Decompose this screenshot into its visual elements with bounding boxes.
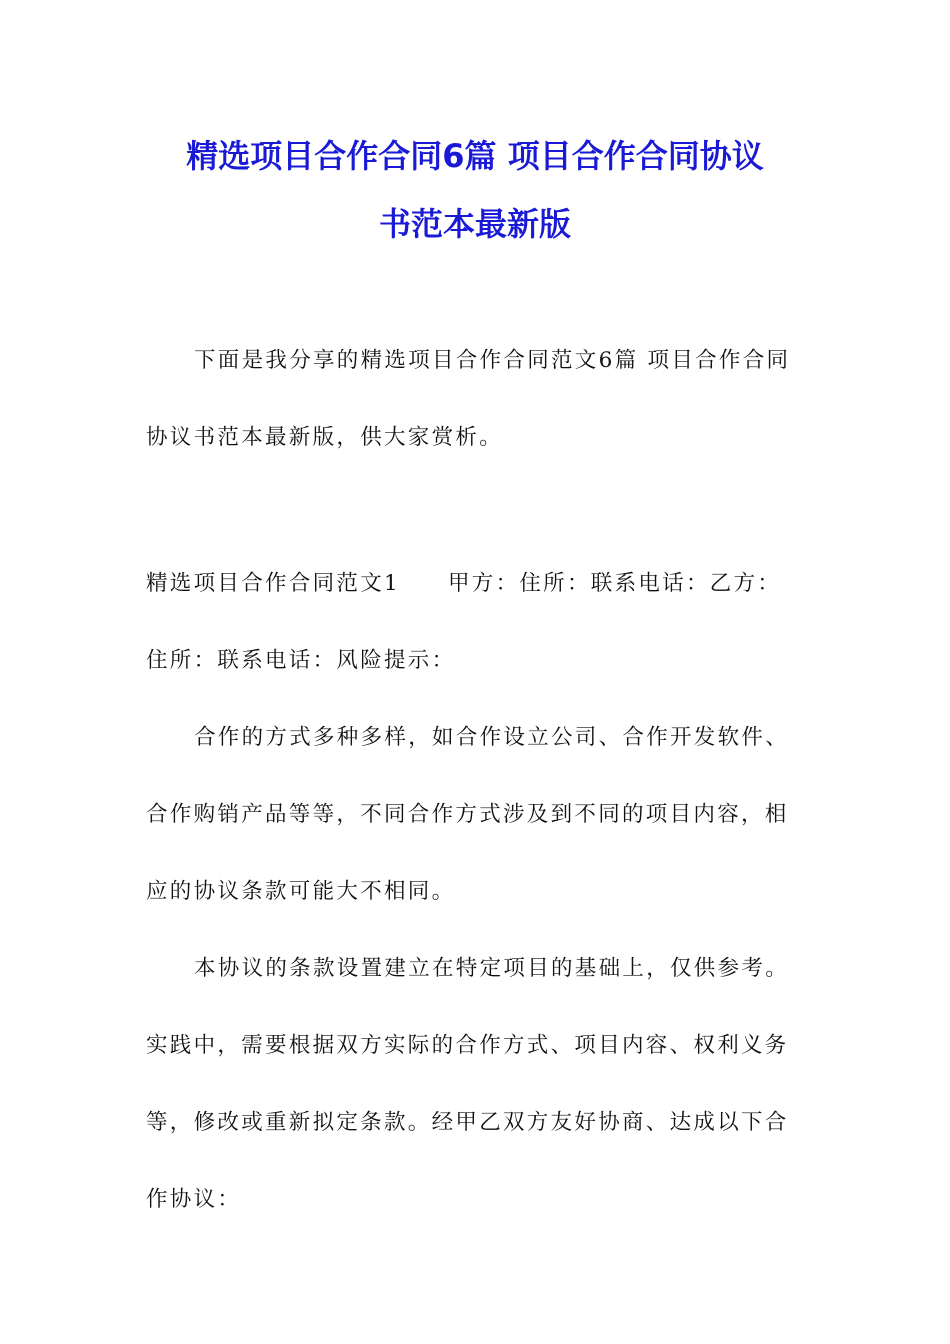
intro-line-1: 下面是我分享的精选项目合作合同范文6篇 项目合作合同 xyxy=(194,348,791,373)
section-1-parties-part2: 住所：联系电话：风险提示： xyxy=(146,648,456,673)
p2-line-1: 本协议的条款设置建立在特定项目的基础上，仅供参考。 xyxy=(194,956,790,981)
section-1-first-line xyxy=(146,545,806,622)
intro-line-2: 协议书范本最新版，供大家赏析。 xyxy=(146,425,504,450)
document-title xyxy=(100,122,850,258)
section-1-heading: 精选项目合作合同范文1 xyxy=(146,571,400,596)
title-line-1: 精选项目合作合同6篇 项目合作合同协议 xyxy=(186,137,764,175)
p2-line-2: 实践中，需要根据双方实际的合作方式、项目内容、权利义务 xyxy=(146,1033,789,1058)
p1-line-3: 应的协议条款可能大不相同。 xyxy=(146,879,456,904)
p1-line-1: 合作的方式多种多样，如合作设立公司、合作开发软件、 xyxy=(194,725,790,750)
p2-line-3: 等，修改或重新拟定条款。经甲乙双方友好协商、达成以下合 xyxy=(146,1110,789,1135)
section-1 xyxy=(146,545,806,1238)
section-1-parties-part1: 甲方：住所：联系电话：乙方： xyxy=(447,571,782,596)
intro-paragraph xyxy=(146,322,806,476)
title-line-2: 书范本最新版 xyxy=(378,205,571,243)
p2-line-4: 作协议： xyxy=(146,1187,242,1212)
p1-line-2: 合作购销产品等等，不同合作方式涉及到不同的项目内容，相 xyxy=(146,802,789,827)
